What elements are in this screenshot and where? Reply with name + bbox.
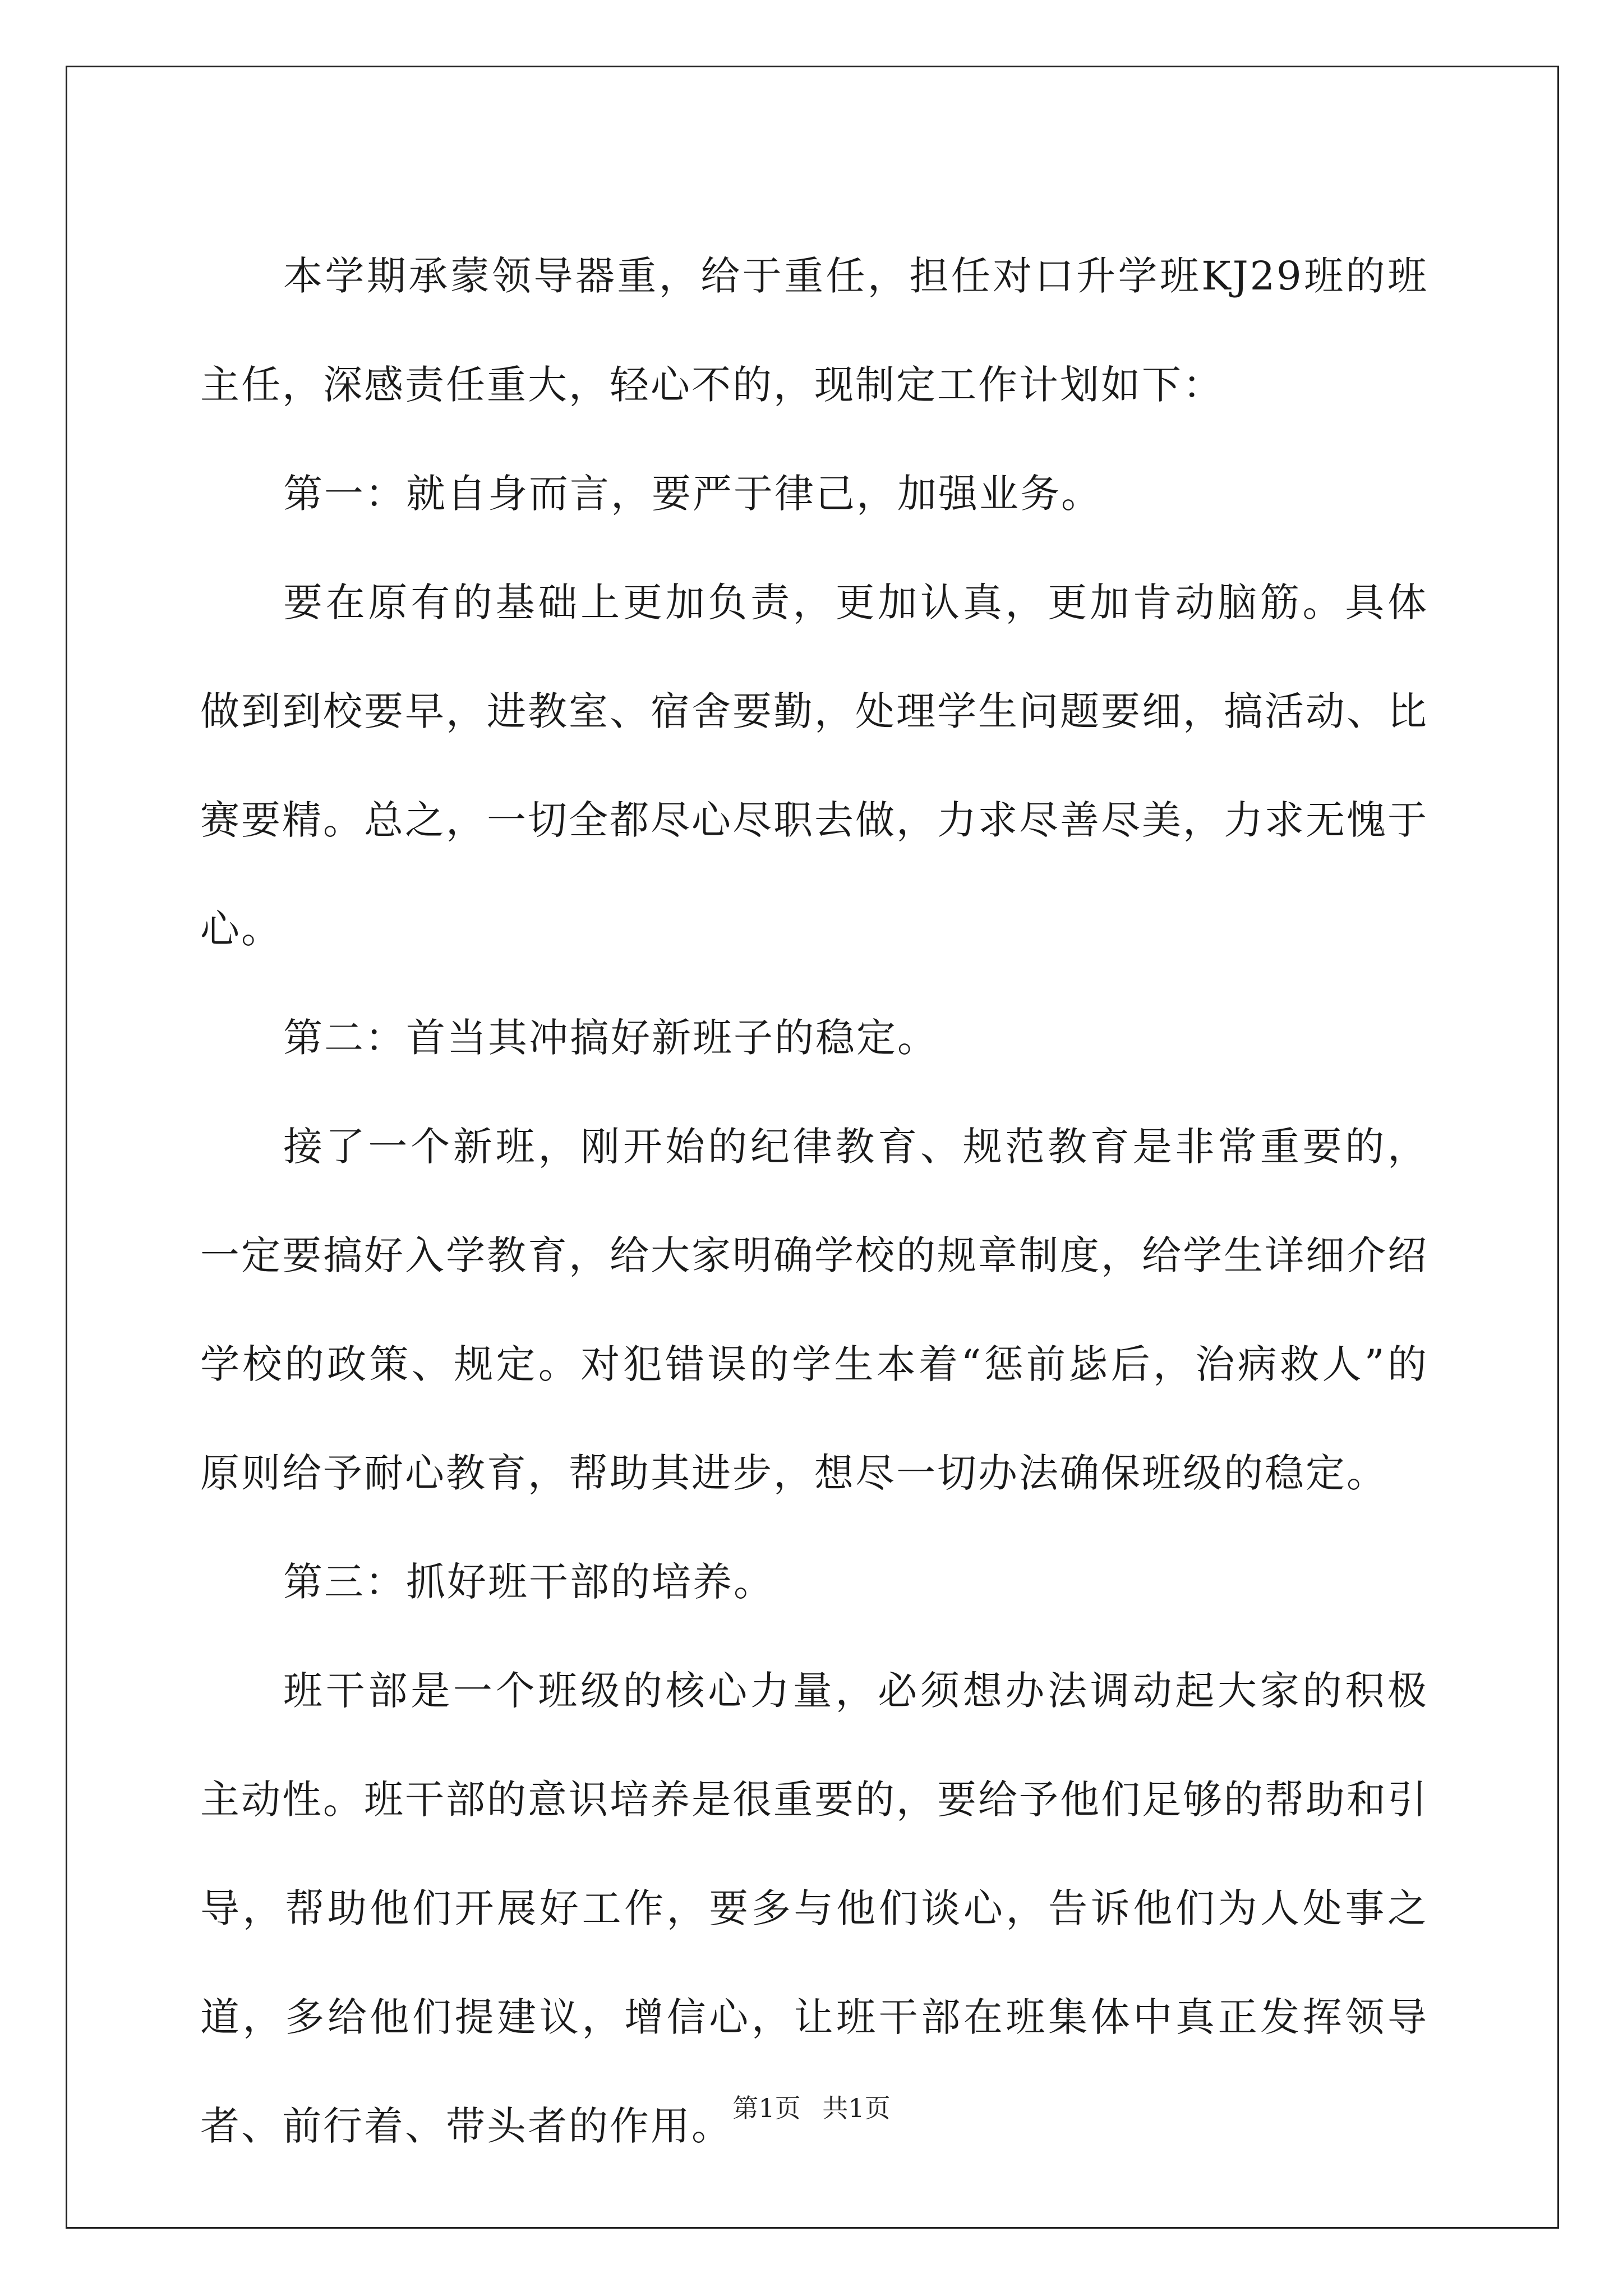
heading-second: 第二：首当其冲搞好新班子的稳定。 bbox=[283, 1015, 938, 1061]
page-total: 共1页 bbox=[822, 2093, 891, 2123]
page-number: 第1页 bbox=[732, 2093, 801, 2123]
paragraph-intro: 本学期承蒙领导器重，给于重任，担任对口升学班KJ29班的班主任，深感责任重大，轻心不的，现制定工作计划如下： bbox=[200, 253, 1428, 408]
paragraph-first: 要在原有的基础上更加负责，更加认真，更加肯动脑筋。具体做到到校要早，进教室、宿舍要勤，处理学生问题要细，搞活动、比赛要精。总之，一切全都尽心尽职去做，力求尽善尽美，力求无愧于心。 bbox=[200, 579, 1428, 952]
heading-first: 第一：就自身而言，要严于律己，加强业务。 bbox=[283, 471, 1102, 517]
heading-third: 第三：抓好班干部的培养。 bbox=[283, 1559, 774, 1605]
paragraph-third: 班干部是一个班级的核心力量，必须想办法调动起大家的积极主动性。班干部的意识培养是很重要的，要给予他们足够的帮助和引导，帮助他们开展好工作，要多与他们谈心，告诉他们为人处事之道，多给他们提建议，增信心，让班干部在班集体中真正发挥领导者、前行着、带头者的作用。 bbox=[200, 1668, 1428, 2149]
document-body bbox=[200, 222, 1428, 2180]
page-footer bbox=[0, 2091, 1623, 2125]
paragraph-second: 接了一个新班，刚开始的纪律教育、规范教育是非常重要的，一定要搞好入学教育，给大家明确学校的规章制度，给学生详细介绍学校的政策、规定。对犯错误的学生本着“惩前毖后，治病救人”的原则给予耐心教育，帮助其进步，想尽一切办法确保班级的稳定。 bbox=[200, 1124, 1428, 1496]
